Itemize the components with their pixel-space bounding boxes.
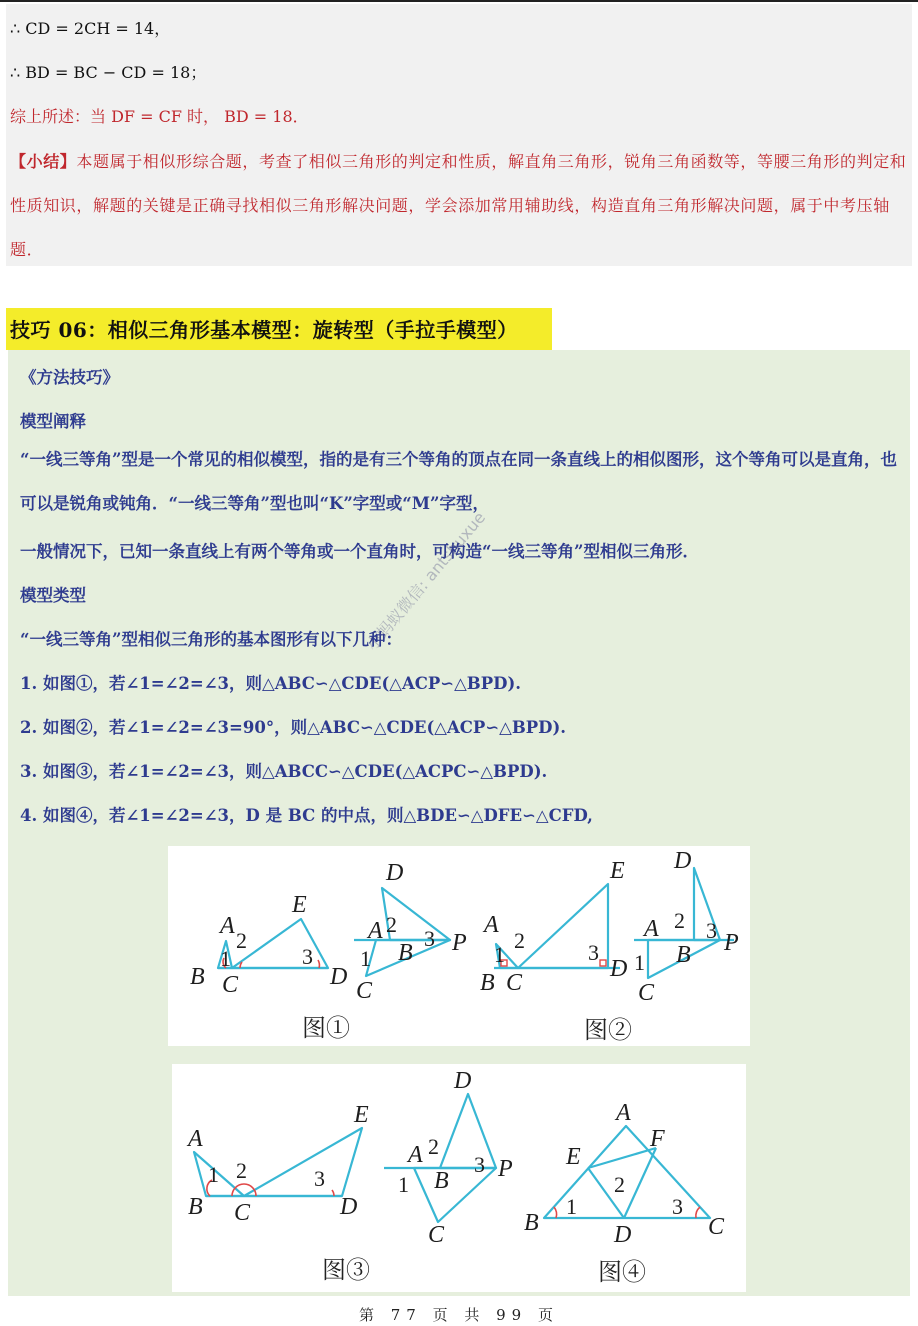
fig2b-num-3: 3	[706, 918, 717, 943]
fig1b-num-2: 2	[386, 912, 397, 937]
fig4-label-a: A	[616, 1100, 631, 1126]
fig2-num-2: 2	[514, 928, 525, 953]
fig3b-label-d: D	[454, 1068, 472, 1094]
solution-line-1: ∴ CD = 2CH = 14，	[10, 19, 171, 38]
fig4-label-c: C	[708, 1214, 725, 1240]
summary-paragraph	[10, 140, 908, 272]
figure-panel-3-4	[172, 1064, 746, 1292]
model-types-intro: “一线三等角”型相似三角形的基本图形有以下几种：	[20, 630, 402, 649]
fig2-right-angle-3	[600, 960, 606, 966]
fig3b-label-b: B	[434, 1168, 449, 1194]
fig3-num-3: 3	[314, 1166, 325, 1191]
fig3b-label-a: A	[408, 1142, 423, 1168]
page-footer: 第 77 页 共 99 页	[358, 1306, 559, 1324]
fig2-num-1: 1	[494, 942, 505, 967]
figure-2-caption: 图②	[584, 1016, 632, 1044]
fig1b-label-c: C	[356, 978, 373, 1004]
fig1-num-2: 2	[236, 928, 247, 953]
model-explanation-paragraph-2: 一般情况下，已知一条直线上有两个等角或一个直角时，可构造“一线三等角”型相似三角形．	[20, 542, 699, 561]
fig4-num-2: 2	[614, 1172, 625, 1197]
fig3-label-b: B	[188, 1194, 203, 1220]
top-border	[0, 0, 918, 2]
fig4-label-e: E	[566, 1144, 581, 1170]
previous-solution-block	[6, 4, 912, 266]
fig3-num-1: 1	[208, 1162, 219, 1187]
fig4-angle-3	[696, 1207, 700, 1218]
figure-4-caption: 图④	[598, 1258, 646, 1286]
fig3b-num-1: 1	[398, 1172, 409, 1197]
model-explanation-paragraph: “一线三等角”型是一个常见的相似模型，指的是有三个等角的顶点在同一条直线上的相似图形，这个等角可以是直角，也可以是锐角或钝角．“一线三等角”型也叫“K”字型或“M”字型，	[20, 450, 897, 513]
fig2b-label-b: B	[676, 942, 691, 968]
fig4-angle-1	[554, 1207, 557, 1218]
model-types-title: 模型类型	[20, 586, 86, 605]
fig3-label-c: C	[234, 1200, 251, 1226]
fig3-label-e: E	[354, 1102, 369, 1128]
fig3b-label-p: P	[498, 1156, 513, 1182]
fig2b-num-1: 1	[634, 950, 645, 975]
fig1b-label-b: B	[398, 940, 413, 966]
fig2-num-3: 3	[588, 940, 599, 965]
fig3b-label-c: C	[428, 1222, 445, 1248]
fig2b-label-d: D	[674, 848, 692, 874]
fig2b-label-c: C	[638, 980, 655, 1006]
fig4-segment-fd	[624, 1148, 656, 1218]
fig1b-label-d: D	[386, 860, 404, 886]
fig3-label-d: D	[340, 1194, 358, 1220]
fig1-label-d: D	[330, 964, 348, 990]
figure-1-caption: 图①	[302, 1014, 350, 1042]
fig2-label-d: D	[610, 956, 628, 982]
fig1-label-e: E	[292, 892, 307, 918]
fig4-label-b: B	[524, 1210, 539, 1236]
fig1b-label-p: P	[452, 930, 467, 956]
figure-panel-1-2	[168, 846, 750, 1046]
solution-line-2: ∴ BD = BC − CD = 18；	[10, 63, 207, 82]
fig2-label-a: A	[484, 912, 499, 938]
fig1b-num-1: 1	[360, 946, 371, 971]
solution-conclusion: 综上所述：当 DF = CF 时， BD = 18．	[10, 107, 309, 126]
fig2-label-c: C	[506, 970, 523, 996]
fig1-label-b: B	[190, 964, 205, 990]
model-item-3: 3. 如图③，若∠1=∠2=∠3，则△ABCC∽△CDE(△ACPC∽△BPD).	[20, 762, 548, 781]
summary-text: 本题属于相似形综合题，考查了相似三角形的判定和性质，解直角三角形，锐角三角函数等，等腰三角形的判定和性质知识，解题的关键是正确寻找相似三角形解决问题，学会添加常用辅助线，构造直角三角形解决问题，属于中考压轴题．	[10, 152, 907, 259]
figure-1-2-svg	[168, 846, 750, 1046]
figure-3-caption: 图③	[322, 1256, 370, 1284]
fig1-label-a: A	[220, 913, 235, 939]
summary-tag: 【小结】	[10, 152, 77, 171]
fig2-label-b: B	[480, 970, 495, 996]
fig3-label-a: A	[188, 1126, 203, 1152]
fig1-label-c: C	[222, 972, 239, 998]
fig4-num-1: 1	[566, 1194, 577, 1219]
fig3-triangle-cde	[244, 1128, 362, 1196]
fig3b-triangle-top	[440, 1094, 496, 1168]
fig4-label-f: F	[650, 1126, 665, 1152]
fig2b-label-a: A	[644, 916, 659, 942]
fig1-num-3: 3	[302, 944, 313, 969]
model-item-1: 1. 如图①，若∠1=∠2=∠3，则△ABC∽△CDE(△ACP∽△BPD).	[20, 674, 522, 693]
watermark: 小蚂蚁微信: antshuxue	[362, 508, 490, 655]
figure-3-4-svg	[172, 1064, 746, 1292]
fig1b-label-a: A	[368, 918, 383, 944]
fig1-num-1: 1	[220, 946, 231, 971]
model-item-4: 4. 如图④，若∠1=∠2=∠3，D 是 BC 的中点，则△BDE∽△DFE∽△CFD,	[20, 806, 593, 825]
fig3b-num-2: 2	[428, 1134, 439, 1159]
fig4-num-3: 3	[672, 1194, 683, 1219]
section-heading: 技巧 06：相似三角形基本模型：旋转型（手拉手模型）	[10, 318, 518, 342]
model-explanation-title: 模型阐释	[20, 412, 86, 431]
fig1b-num-3: 3	[424, 926, 435, 951]
fig4-label-d: D	[614, 1222, 632, 1248]
fig1-angle-3	[318, 960, 319, 968]
section-heading-highlight	[6, 308, 552, 350]
fig3b-num-3: 3	[474, 1152, 485, 1177]
model-item-2: 2. 如图②，若∠1=∠2=∠3=90°，则△ABC∽△CDE(△ACP∽△BPD).	[20, 718, 567, 737]
fig2b-num-2: 2	[674, 908, 685, 933]
method-title: 《方法技巧》	[20, 368, 119, 387]
fig2-label-e: E	[610, 858, 625, 884]
fig2b-label-p: P	[724, 930, 739, 956]
fig3-num-2: 2	[236, 1158, 247, 1183]
